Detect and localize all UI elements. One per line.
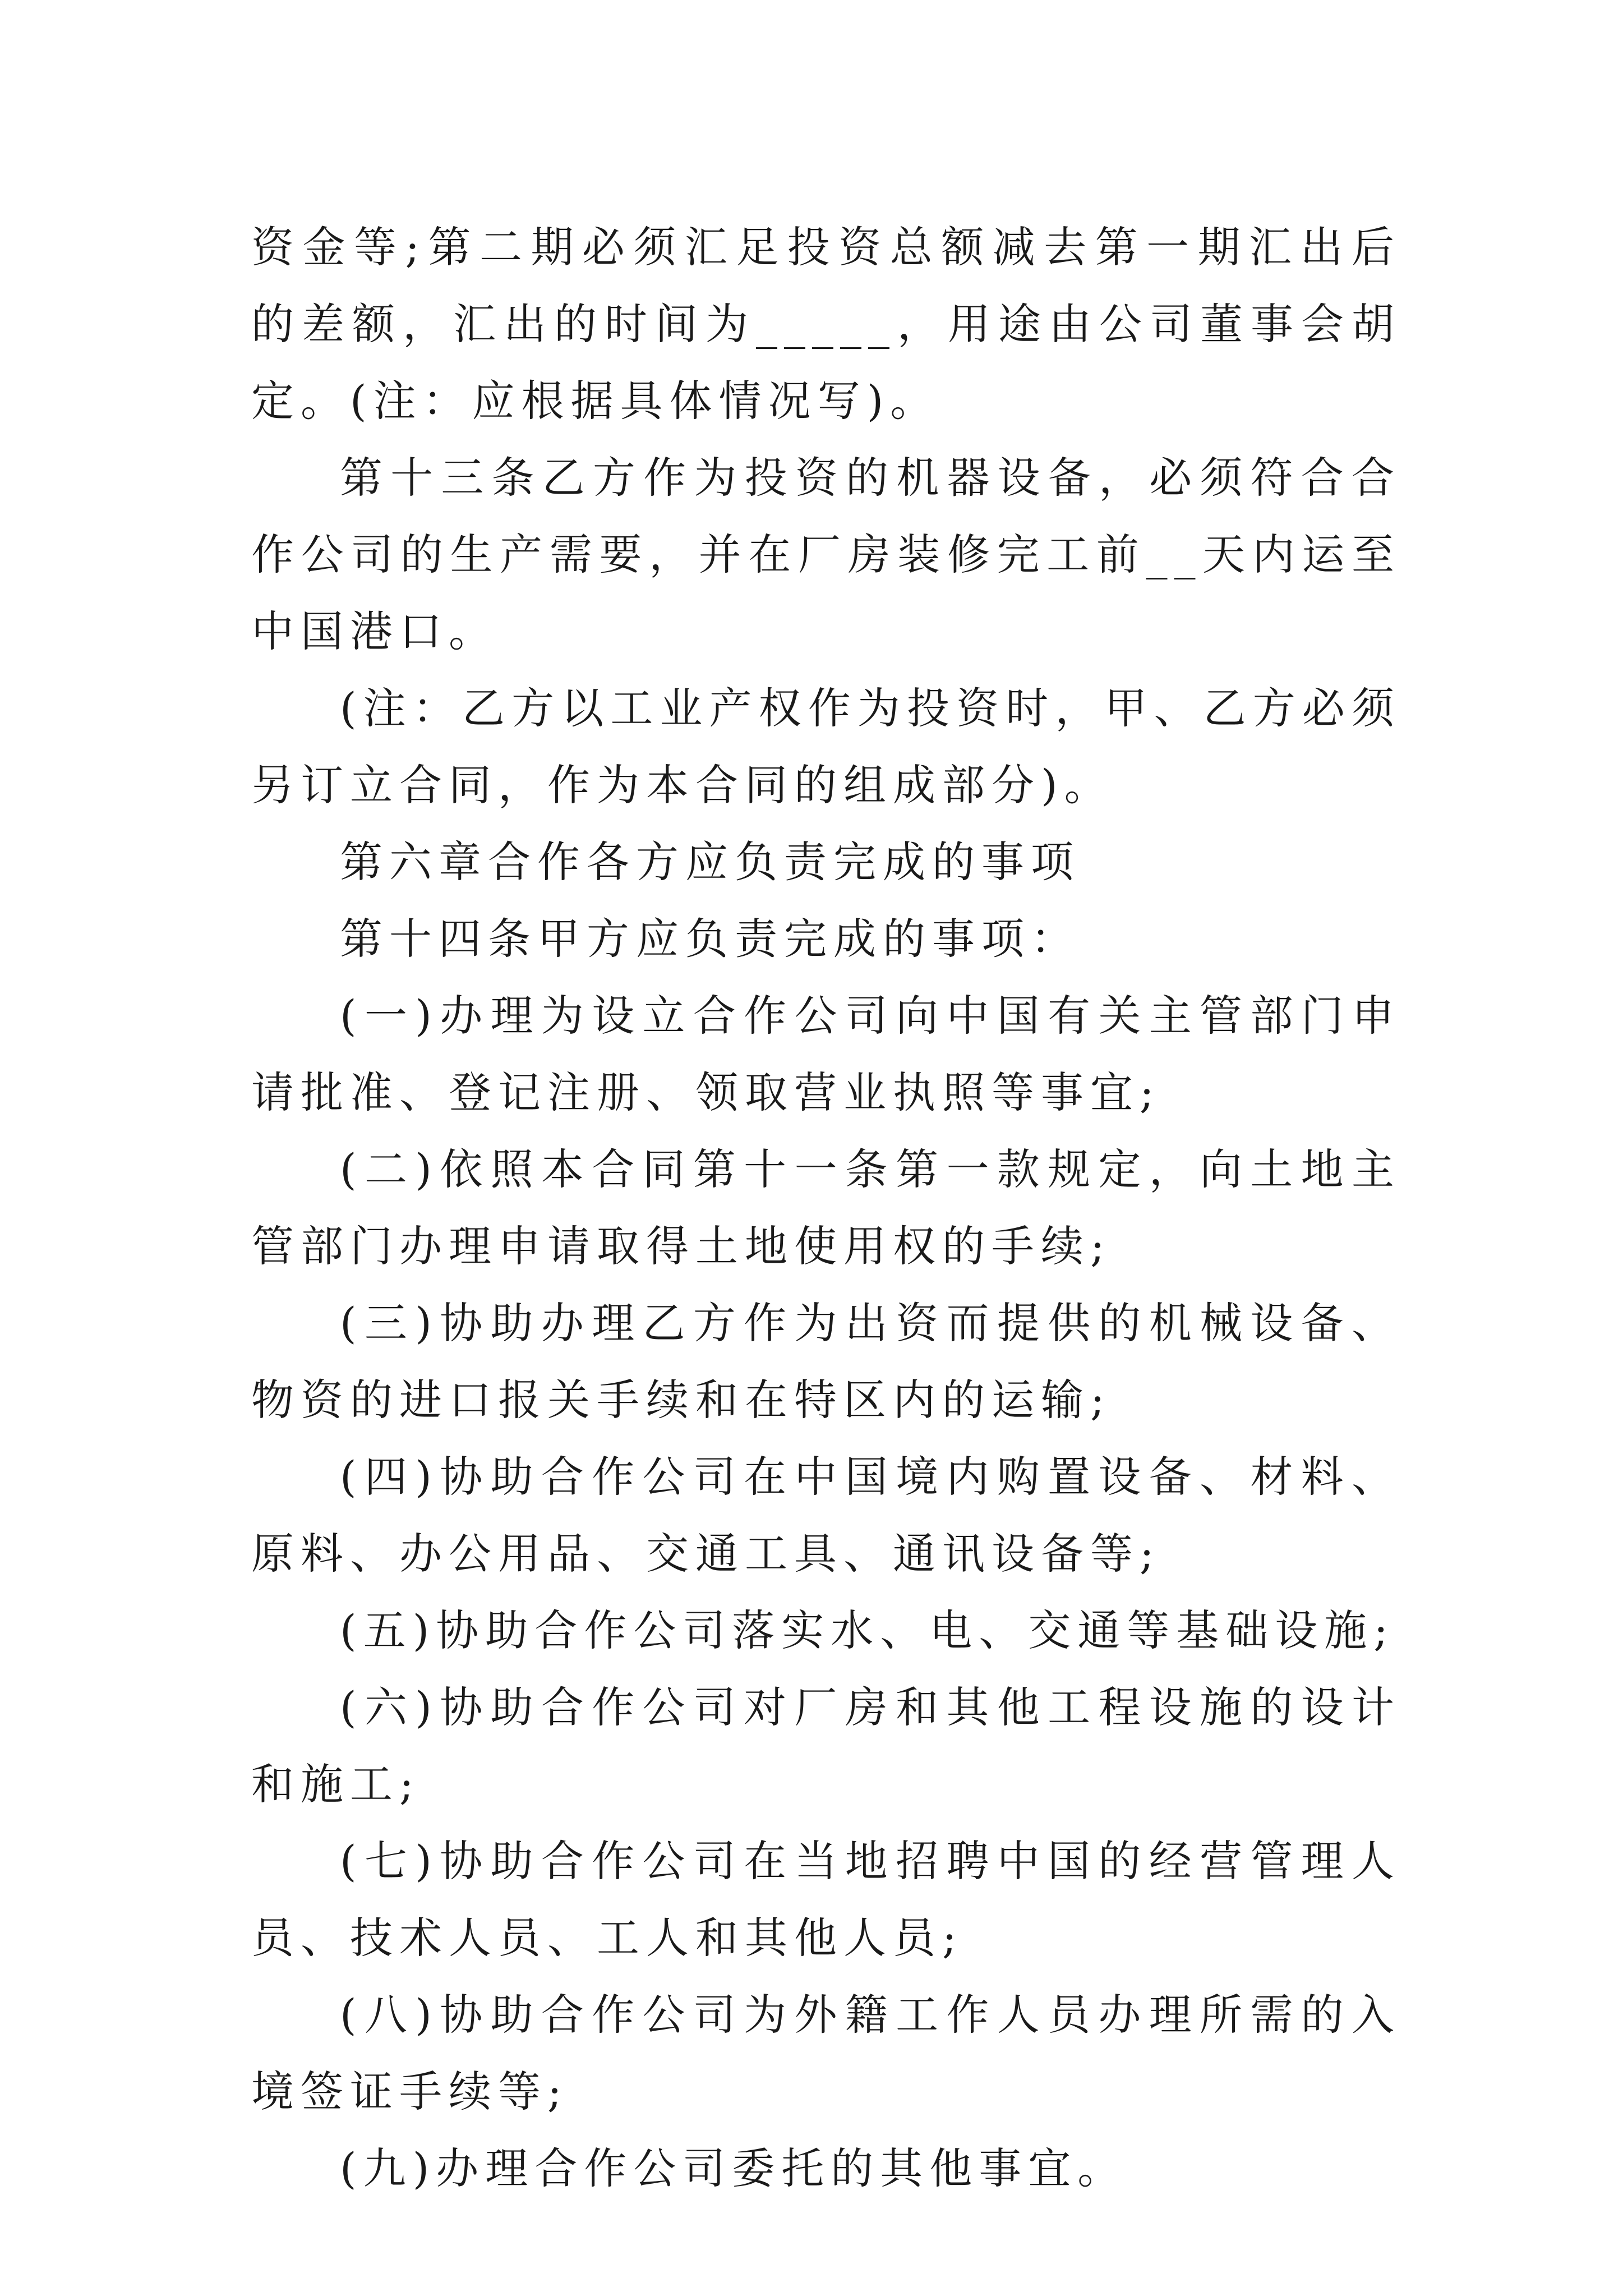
paragraph-article-14: 第十四条甲方应负责完成的事项： [340, 914, 1080, 964]
document-body [251, 209, 1401, 2207]
list-item-6: (六)协助合作公司对厂房和其他工程设施的设计和施工; [251, 1682, 1401, 1809]
paragraph-article-13: 第十三条乙方作为投资的机器设备，必须符合合作公司的生产需要，并在厂房装修完工前__天内运至中国港口。 [251, 453, 1401, 656]
paragraph-note-industrial-property: (注：乙方以工业产权作为投资时，甲、乙方必须另订立合同，作为本合同的组成部分)。 [251, 683, 1401, 810]
list-item-7: (七)协助合作公司在当地招聘中国的经营管理人员、技术人员、工人和其他人员; [251, 1836, 1401, 1963]
chapter-6-heading: 第六章合作各方应负责完成的事项 [340, 837, 1080, 887]
paragraph-funds-continuation: 资金等;第二期必须汇足投资总额减去第一期汇出后的差额，汇出的时间为_____，用途由公司董事会胡定。(注：应根据具体情况写)。 [251, 222, 1401, 426]
list-item-1: (一)办理为设立合作公司向中国有关主管部门申请批准、登记注册、领取营业执照等事宜; [251, 991, 1401, 1117]
list-item-3: (三)协助办理乙方作为出资而提供的机械设备、物资的进口报关手续和在特区内的运输; [251, 1298, 1401, 1425]
list-item-2: (二)依照本合同第十一条第一款规定，向土地主管部门办理申请取得土地使用权的手续; [251, 1144, 1401, 1271]
list-item-8: (八)协助合作公司为外籍工作人员办理所需的入境签证手续等; [251, 1990, 1401, 2116]
list-item-5: (五)协助合作公司落实水、电、交通等基础设施; [340, 1605, 1395, 1655]
list-item-9: (九)办理合作公司委托的其他事宜。 [340, 2143, 1127, 2193]
list-item-4: (四)协助合作公司在中国境内购置设备、材料、原料、办公用品、交通工具、通讯设备等; [251, 1452, 1401, 1579]
